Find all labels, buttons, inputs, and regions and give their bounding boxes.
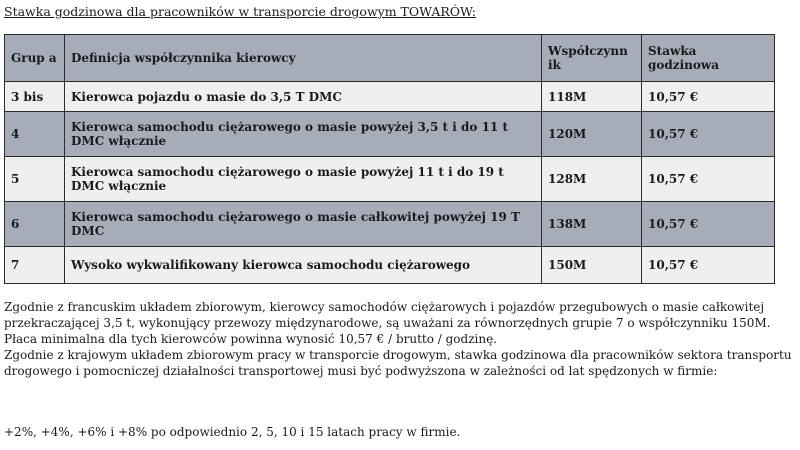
header-definition: Definicja współczynnika kierowcy — [65, 35, 542, 82]
paragraph-collective-agreement-fr: Zgodnie z francuskim układem zbiorowym, kierowcy samochodów ciężarowych i pojazdów przegubowych o masie całkowitej przekraczającej 3,5 t, wykonujący przewozy międzynarodowe, są uważani za równorzędnych grupie 7 o współczynniku 150M. Płaca minimalna dla tych kierowców powinna wynosić 10,57 € / brutto / godzinę. — [4, 300, 771, 346]
cell-rate: 10,57 € — [642, 202, 775, 247]
header-coefficient: Współczynn ik — [542, 35, 642, 82]
cell-definition: Kierowca pojazdu o masie do 3,5 T DMC — [65, 82, 542, 112]
header-group: Grup a — [5, 35, 65, 82]
cell-coefficient: 120M — [542, 112, 642, 157]
cell-definition: Wysoko wykwalifikowany kierowca samochodu ciężarowego — [65, 247, 542, 284]
cell-definition: Kierowca samochodu ciężarowego o masie powyżej 3,5 t i do 11 t DMC włącznie — [65, 112, 542, 157]
cell-coefficient: 118M — [542, 82, 642, 112]
page-title: Stawka godzinowa dla pracowników w transporcie drogowym TOWARÓW: — [4, 4, 477, 19]
cell-group: 5 — [5, 157, 65, 202]
body-text — [4, 299, 794, 379]
cell-rate: 10,57 € — [642, 157, 775, 202]
paragraph-collective-agreement-pl: Zgodnie z krajowym układem zbiorowym pracy w transporcie drogowym, stawka godzinowa dla pracowników sektora transportu drogowego i pomocniczej działalności transportowej musi być podwyższona w zależności od lat spędzonych w firmie: — [4, 348, 792, 378]
cell-rate: 10,57 € — [642, 82, 775, 112]
cell-group: 6 — [5, 202, 65, 247]
cell-group: 3 bis — [5, 82, 65, 112]
table-row — [5, 82, 775, 112]
table-row — [5, 112, 775, 157]
cell-rate: 10,57 € — [642, 112, 775, 157]
table-row — [5, 157, 775, 202]
header-rate: Stawka godzinowa — [642, 35, 775, 82]
cell-coefficient: 150M — [542, 247, 642, 284]
cell-definition: Kierowca samochodu ciężarowego o masie całkowitej powyżej 19 T DMC — [65, 202, 542, 247]
rates-table — [4, 34, 775, 284]
cell-coefficient: 128M — [542, 157, 642, 202]
table-row — [5, 202, 775, 247]
seniority-increase-line: +2%, +4%, +6% i +8% po odpowiednio 2, 5, 10 i 15 latach pracy w firmie. — [4, 425, 461, 439]
table-row — [5, 247, 775, 284]
cell-coefficient: 138M — [542, 202, 642, 247]
cell-definition: Kierowca samochodu ciężarowego o masie powyżej 11 t i do 19 t DMC włącznie — [65, 157, 542, 202]
table-header-row — [5, 35, 775, 82]
cell-rate: 10,57 € — [642, 247, 775, 284]
cell-group: 7 — [5, 247, 65, 284]
cell-group: 4 — [5, 112, 65, 157]
